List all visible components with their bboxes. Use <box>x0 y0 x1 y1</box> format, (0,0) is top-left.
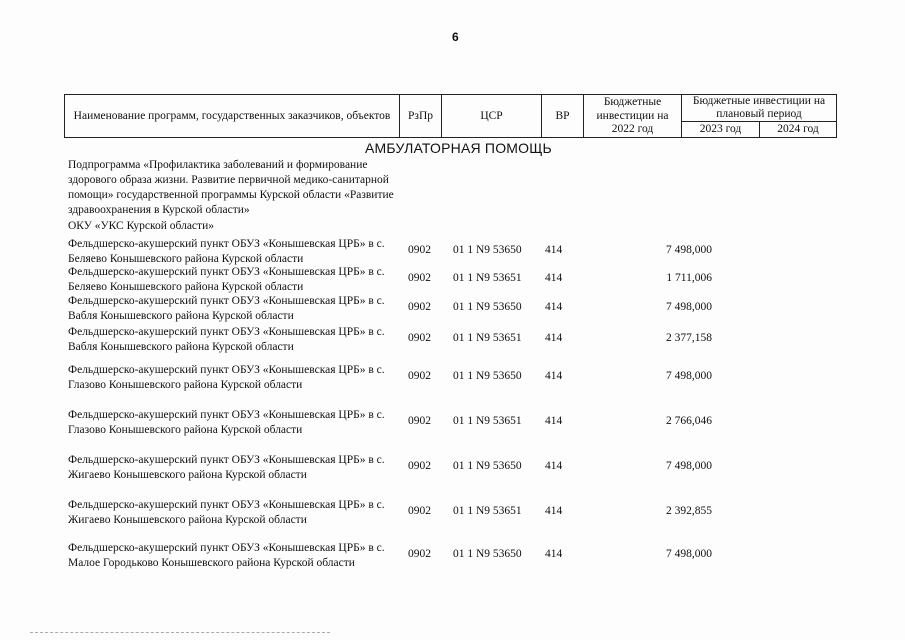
vr-value: 414 <box>545 505 563 517</box>
object-name: Фельдшерско-акушерский пункт ОБУЗ «Конышевская ЦРБ» в с. Вабля Конышевского района Курской области <box>68 295 385 322</box>
csr-value: 01 1 N9 53651 <box>453 505 522 517</box>
rzpr-value: 0902 <box>408 272 431 284</box>
rzpr-value: 0902 <box>408 244 431 256</box>
object-name: Фельдшерско-акушерский пункт ОБУЗ «Конышевская ЦРБ» в с. Жигаево Конышевского района Курской области <box>68 499 385 526</box>
object-name: Фельдшерско-акушерский пункт ОБУЗ «Конышевская ЦРБ» в с. Беляево Конышевского района Курской области <box>68 238 385 265</box>
amount-2022: 7 498,000 <box>666 244 712 256</box>
csr-value: 01 1 N9 53651 <box>453 415 522 427</box>
amount-2022: 7 498,000 <box>666 548 712 560</box>
object-name: Фельдшерско-акушерский пункт ОБУЗ «Конышевская ЦРБ» в с. Малое Городьково Конышевского района Курской области <box>68 542 385 569</box>
header-name-column: Наименование программ, государственных заказчиков, объектов <box>65 95 400 138</box>
csr-value: 01 1 N9 53650 <box>453 548 522 560</box>
table-row <box>68 363 848 393</box>
object-name: Фельдшерско-акушерский пункт ОБУЗ «Конышевская ЦРБ» в с. Глазово Конышевского района Курской области <box>68 364 385 391</box>
rzpr-value: 0902 <box>408 548 431 560</box>
csr-value: 01 1 N9 53651 <box>453 272 522 284</box>
rzpr-value: 0902 <box>408 332 431 344</box>
header-csr: ЦСР <box>442 95 542 138</box>
table-row <box>68 325 848 355</box>
csr-value: 01 1 N9 53650 <box>453 460 522 472</box>
table-row <box>68 265 848 295</box>
header-budget-2022: Бюджетные инвестиции на 2022 год <box>584 95 682 138</box>
rzpr-value: 0902 <box>408 505 431 517</box>
vr-value: 414 <box>545 370 563 382</box>
table-row <box>68 408 848 438</box>
header-rzpr: РзПр <box>400 95 442 138</box>
section-title: АМБУЛАТОРНАЯ ПОМОЩЬ <box>365 140 552 156</box>
csr-value: 01 1 N9 53651 <box>453 332 522 344</box>
rzpr-value: 0902 <box>408 370 431 382</box>
vr-value: 414 <box>545 415 563 427</box>
header-planned-period: Бюджетные инвестиции на плановый период <box>682 95 837 122</box>
amount-2022: 7 498,000 <box>666 370 712 382</box>
table-row <box>68 294 848 324</box>
object-name: Фельдшерско-акушерский пункт ОБУЗ «Конышевская ЦРБ» в с. Вабля Конышевского района Курской области <box>68 326 385 353</box>
object-name: Фельдшерско-акушерский пункт ОБУЗ «Конышевская ЦРБ» в с. Жигаево Конышевского района Курской области <box>68 454 385 481</box>
header-year-2024: 2024 год <box>760 122 837 138</box>
amount-2022: 1 711,006 <box>666 272 712 284</box>
vr-value: 414 <box>545 548 563 560</box>
header-vr: ВР <box>542 95 584 138</box>
vr-value: 414 <box>545 332 563 344</box>
vr-value: 414 <box>545 272 563 284</box>
amount-2022: 2 392,855 <box>666 505 712 517</box>
header-year-2023: 2023 год <box>682 122 760 138</box>
vr-value: 414 <box>545 301 563 313</box>
vr-value: 414 <box>545 244 563 256</box>
table-row <box>68 498 848 528</box>
state-customer: ОКУ «УКС Курской области» <box>68 220 214 232</box>
page-number: 6 <box>452 30 459 44</box>
csr-value: 01 1 N9 53650 <box>453 244 522 256</box>
table-row <box>68 453 848 483</box>
amount-2022: 2 766,046 <box>666 415 712 427</box>
vr-value: 414 <box>545 460 563 472</box>
rzpr-value: 0902 <box>408 460 431 472</box>
table-row <box>68 541 848 571</box>
csr-value: 01 1 N9 53650 <box>453 301 522 313</box>
amount-2022: 7 498,000 <box>666 301 712 313</box>
rzpr-value: 0902 <box>408 301 431 313</box>
rzpr-value: 0902 <box>408 415 431 427</box>
object-name: Фельдшерско-акушерский пункт ОБУЗ «Конышевская ЦРБ» в с. Глазово Конышевского района Курской области <box>68 409 385 436</box>
amount-2022: 2 377,158 <box>666 332 712 344</box>
csr-value: 01 1 N9 53650 <box>453 370 522 382</box>
table-header <box>64 94 837 138</box>
subprogram-title: Подпрограмма «Профилактика заболеваний и формирование здорового образа жизни. Развитие первичной медико-санитарной помощи» государственной программы Курской области «Развитие здравоохранения в Курской области» <box>68 159 394 216</box>
table-row <box>68 237 848 267</box>
object-name: Фельдшерско-акушерский пункт ОБУЗ «Конышевская ЦРБ» в с. Беляево Конышевского района Курской области <box>68 266 385 293</box>
scan-edge-marks <box>30 632 330 635</box>
amount-2022: 7 498,000 <box>666 460 712 472</box>
